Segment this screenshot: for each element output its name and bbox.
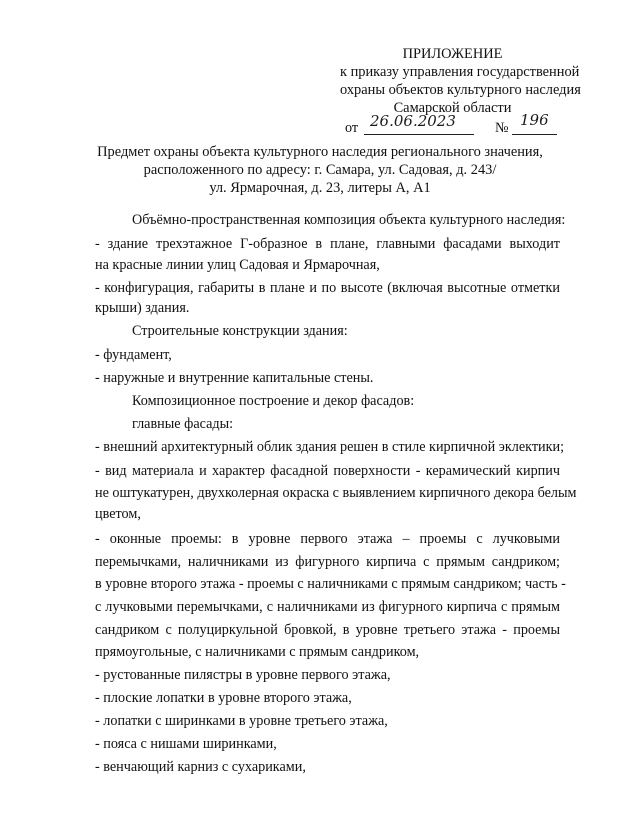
date-underline <box>364 134 474 135</box>
body-line: - вид материала и характер фасадной поверхности - керамический кирпич <box>95 463 560 479</box>
body-line: на красные линии улиц Садовая и Ярмарочная, <box>95 257 380 273</box>
body-line: - оконные проемы: в уровне первого этажа – проемы с лучковыми <box>95 531 560 547</box>
section-heading: Строительные конструкции здания: <box>132 323 348 339</box>
number-prefix: № <box>495 120 509 136</box>
document-title-line: ул. Ярмарочная, д. 23, литеры А, А1 <box>209 180 431 196</box>
body-line: прямоугольные, с наличниками с прямым сандриком, <box>95 644 420 660</box>
body-line: не оштукатурен, двухколерная окраска с выявлением кирпичного декора белым <box>95 485 577 501</box>
body-line: - фундамент, <box>95 347 172 363</box>
date-prefix: от <box>345 120 359 136</box>
handwritten-number: 196 <box>520 111 549 129</box>
body-line: - венчающий карниз с сухариками, <box>95 759 306 775</box>
header-line: Самарской области <box>393 100 512 116</box>
body-line: - пояса с нишами ширинками, <box>95 736 277 752</box>
header-line: к приказу управления государственной <box>340 64 580 80</box>
header-line: охраны объектов культурного наследия <box>340 82 581 98</box>
subsection-heading: главные фасады: <box>132 416 234 432</box>
body-line: - здание трехэтажное Г-образное в плане, главными фасадами выходит <box>95 236 560 252</box>
body-line: с лучковыми перемычками, с наличниками из фигурного кирпича с прямым <box>95 599 560 615</box>
appendix-title: ПРИЛОЖЕНИЕ <box>402 46 503 62</box>
body-line: - рустованные пилястры в уровне первого этажа, <box>95 667 391 683</box>
section-heading: Объёмно-пространственная композиция объекта культурного наследия: <box>132 212 566 228</box>
document-title-line: Предмет охраны объекта культурного наследия регионального значения, <box>97 144 543 160</box>
body-line: - конфигурация, габариты в плане и по высоте (включая высотные отметки <box>95 280 560 296</box>
body-line: крыши) здания. <box>95 300 190 316</box>
body-line: - наружные и внутренние капитальные стены. <box>95 370 374 386</box>
body-line: в уровне второго этажа - проемы с наличниками с прямым сандриком; часть - <box>95 576 566 592</box>
body-line: сандриком с полуциркульной бровкой, в уровне третьего этажа - проемы <box>95 622 560 638</box>
body-line: - плоские лопатки в уровне второго этажа, <box>95 690 352 706</box>
body-line: - лопатки с ширинками в уровне третьего этажа, <box>95 713 388 729</box>
handwritten-date: 26.06.2023 <box>370 112 456 130</box>
body-line: перемычками, наличниками из фигурного кирпича с прямым сандриком; <box>95 554 560 570</box>
body-line: - внешний архитектурный облик здания решен в стиле кирпичной эклектики; <box>95 439 565 455</box>
document-title-line: расположенного по адресу: г. Самара, ул. Садовая, д. 243/ <box>143 162 497 178</box>
section-heading: Композиционное построение и декор фасадов: <box>132 393 415 409</box>
body-line: цветом, <box>95 506 141 522</box>
number-underline <box>512 134 557 135</box>
